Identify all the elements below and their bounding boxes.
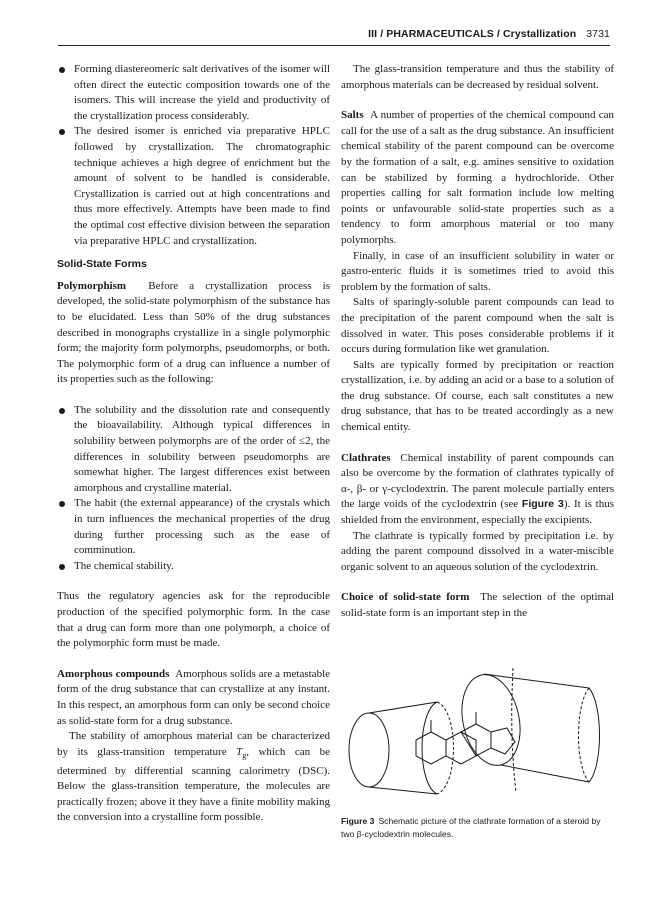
polymorphism-paragraph: Polymorphism Before a crystallization process is developed, the solid-state polymorphism of the substance has to be elucidated. Less than 50% of the drug substances described in monographs crystallize in a single polymorphic form; the majority form polymorphs, pseudomorphs, or both. The polymorphic form of a drug can influence a number of its properties such as the following:	[57, 279, 331, 386]
salts-paragraph-3: Salts of sparingly-soluble parent compounds can lead to the precipitation of the parent compound when the salt is dissolved in water. This poses considerable problems if it occurs during formulation like wet granulation.	[341, 296, 614, 356]
left-column	[57, 62, 330, 826]
amorphous-paragraph: Amorphous compounds Amorphous solids are a metastable form of the drug substance that can crystallize at any instant. In this respect, an amorphous form can only be second choice as solid-state form for a drug substance.	[57, 667, 331, 727]
salts-heading: Salts	[341, 109, 364, 122]
figure-label: Figure 3	[341, 816, 375, 826]
header-section: III / PHARMACEUTICALS / Crystallization	[368, 28, 577, 40]
salts-paragraph-2: Finally, in case of an insufficient solubility in water or gastro-enteric fluids it is sometimes tried to avoid this problem by the formation of salts.	[341, 249, 614, 293]
list-item: The habit (the external appearance) of the crystals which in turn influences the mechanical properties of the drug during further processing such as the ease of comminution.	[57, 496, 330, 558]
glass-paragraph: The glass-transition temperature and thus the stability of amorphous materials can be decreased by residual solvent.	[341, 63, 614, 91]
bullet-icon	[59, 501, 65, 507]
section-heading: Solid-State Forms	[57, 258, 147, 271]
header-rule	[58, 45, 610, 46]
right-column	[341, 62, 614, 622]
running-header	[368, 28, 610, 40]
bullet-list-top	[57, 62, 330, 249]
polymorphism-heading: Polymorphism	[57, 279, 127, 292]
figure-caption: Figure 3 Schematic picture of the clathrate formation of a steroid by two β-cyclodextrin molecules.	[341, 816, 601, 839]
stability-paragraph: The stability of amorphous material can be characterized by its glass-transition temperature $T_g$, which can be determined by differential scanning calorimetry (DSC). Below the glass-transition temperature, the molecules are practically frozen; above it they have a finite mobility making the conversion into a crystalline form possible.	[57, 730, 330, 824]
salts-paragraph: Salts A number of properties of the chemical compound can call for the use of a salt as the drug substance. An insufficient chemical stability of the parent compound can be overcome by the formation of a salt, e.g. amines sensitive to oxidation can be stabilized by forming a hydrochloride. Other properties calling for salt formation include low melting points or unfavourable solid-state properties such as a tendency to form amorphous material or too many polymorphs.	[341, 109, 615, 246]
bullet-list-properties	[57, 403, 330, 575]
bullet-icon	[59, 67, 65, 73]
list-item: The chemical stability.	[57, 559, 330, 575]
steroid-molecule	[416, 712, 515, 764]
clathrate-figure	[341, 660, 614, 810]
choice-paragraph: Choice of solid-state form The selection of the optimal solid-state form is an important step in the	[341, 591, 615, 619]
figure-reference: Figure 3	[521, 498, 564, 511]
choice-heading: Choice of solid-state form	[341, 591, 470, 604]
list-item: Forming diastereomeric salt derivatives of the isomer will often direct the eutectic composition towards one of the isomers. This will increase the yield and productivity of the crystallization process considerably.	[57, 62, 330, 124]
salts-paragraph-4: Salts are typically formed by precipitation or reaction crystallization, i.e. by adding an acid or a base to a solution of the drug substance. Of course, each salt constitutes a new drug substance, that has to be treated accordingly as a new chemical entity.	[341, 358, 614, 434]
bullet-icon	[59, 129, 65, 135]
regulatory-paragraph: Thus the regulatory agencies ask for the reproducible production of the specified polymorphic form. In the case that a drug can form more than one polymorph, a choice of the polymorphic form must be made.	[57, 590, 330, 650]
page-number: 3731	[586, 28, 610, 40]
list-item: The desired isomer is enriched via preparative HPLC followed by crystallization. The chromatographic technique achieves a high degree of enrichment but the amount of solvent to be handled is considerable. Crystallization is carried out at high concentrations and thus more effectively. Attempts have been made to find the optimal cost effective division between the separation via preparative HPLC and crystallization.	[57, 124, 330, 249]
cyclodextrin-left	[349, 702, 454, 794]
bullet-icon	[59, 564, 65, 570]
bullet-icon	[59, 408, 65, 414]
clathrates-paragraph: Clathrates Chemical instability of parent compounds can also be overcome by the formation of clathrates typically of α-, β- or γ-cyclodextrin. The parent molecule partially enters the large voids of the cyclodextrin (see Figure 3). It is thus shielded from the environment, especially the excipients.	[341, 451, 615, 527]
list-item: The solubility and the dissolution rate and consequently the bioavailability. Although typical differences in solubility between polymorphs are of the order of ≤2, the differences in solubility between pseudomorphs are somewhat higher. The largest differences exist between amorphous and crystalline material.	[57, 403, 330, 497]
cyclodextrin-right	[454, 668, 599, 792]
clathrates-heading: Clathrates	[341, 451, 391, 464]
amorphous-heading: Amorphous compounds	[57, 667, 170, 680]
clathrates-paragraph-2: The clathrate is typically formed by precipitation i.e. by adding the parent compound dissolved in a water-miscible organic solvent to an aqueous solution of the cyclodextrin.	[341, 529, 614, 573]
